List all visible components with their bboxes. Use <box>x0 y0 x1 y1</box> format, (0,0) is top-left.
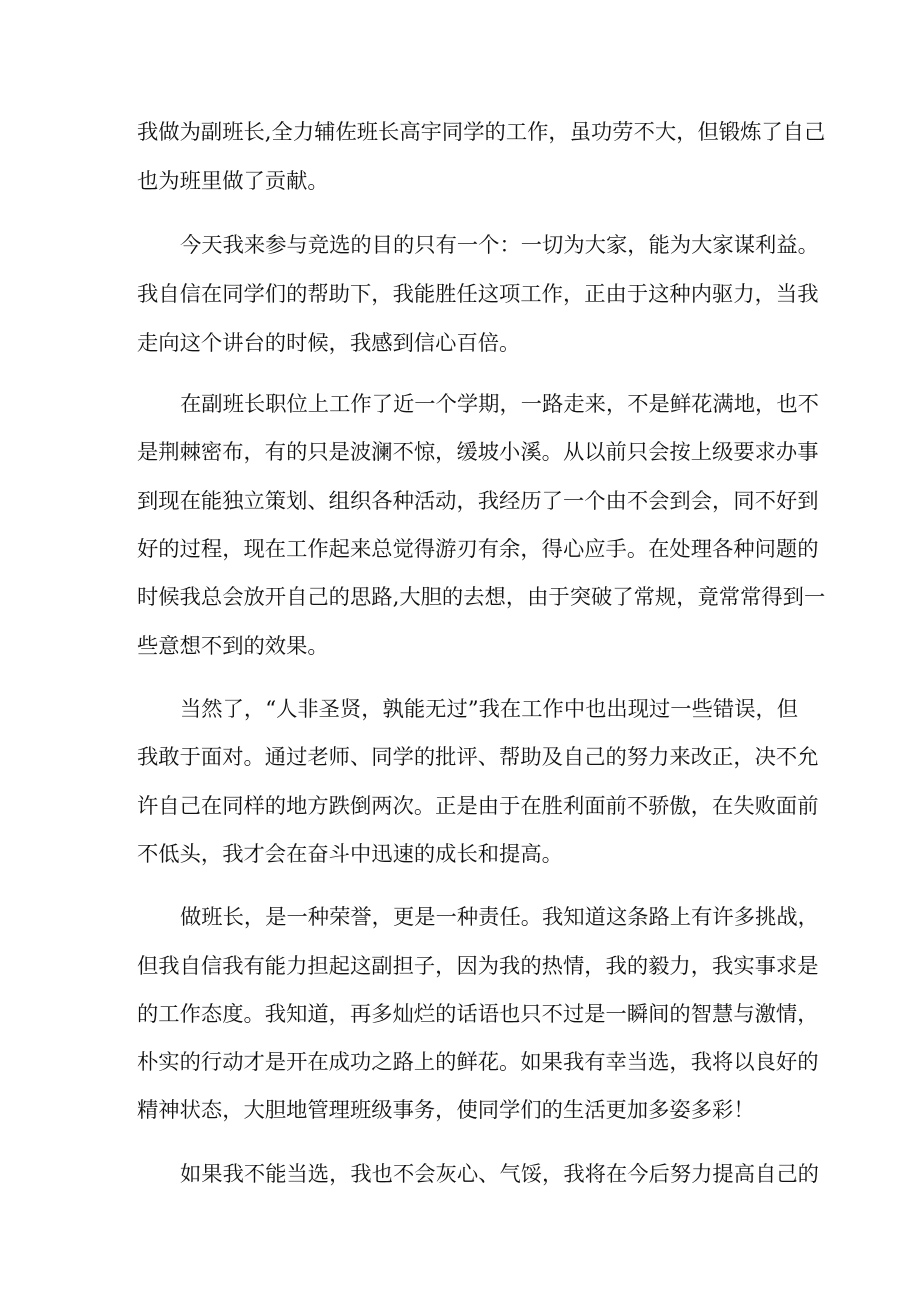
paragraph-line: 的工作态度。我知道，再多灿烂的话语也只不过是一瞬间的智慧与激情， <box>137 1002 819 1027</box>
paragraph-line: 今天我来参与竞选的目的只有一个：一切为大家，能为大家谋利益。 <box>180 233 819 258</box>
paragraph-line: 我做为副班长,全力辅佐班长高宇同学的工作，虽功劳不大，但锻炼了自己 <box>137 120 826 145</box>
paragraph-line: 如果我不能当选，我也不会灰心、气馁，我将在今后努力提高自己的 <box>180 1162 819 1187</box>
paragraph-line: 是荆棘密布，有的只是波澜不惊，缓坡小溪。从以前只会按上级要求办事 <box>137 440 819 465</box>
paragraph-line: 但我自信我有能力担起这副担子，因为我的热情，我的毅力，我实事求是 <box>137 954 819 979</box>
paragraph-line: 精神状态，大胆地管理班级事务，使同学们的生活更加多姿多彩！ <box>137 1098 755 1123</box>
paragraph-line: 在副班长职位上工作了近一个学期，一路走来，不是鲜花满地，也不 <box>180 392 819 417</box>
paragraph-line: 我敢于面对。通过老师、同学的批评、帮助及自己的努力来改正，决不允 <box>137 745 819 770</box>
paragraph-line: 许自己在同样的地方跌倒两次。正是由于在胜利面前不骄傲，在失败面前 <box>137 794 819 819</box>
paragraph-line: 些意想不到的效果。 <box>137 634 329 659</box>
paragraph-line: 也为班里做了贡献。 <box>137 169 329 194</box>
paragraph-line: 不低头，我才会在奋斗中迅速的成长和提高。 <box>137 842 563 867</box>
paragraph-line: 走向这个讲台的时候，我感到信心百倍。 <box>137 331 521 356</box>
paragraph-line: 我自信在同学们的帮助下，我能胜任这项工作，正由于这种内驱力，当我 <box>137 282 819 307</box>
paragraph-line: 时候我总会放开自己的思路,大胆的去想，由于突破了常规，竟常常得到一 <box>137 585 826 610</box>
paragraph-line: 好的过程，现在工作起来总觉得游刃有余，得心应手。在处理各种问题的 <box>137 537 819 562</box>
paragraph-line: 做班长，是一种荣誉，更是一种责任。我知道这条路上有许多挑战， <box>180 905 819 930</box>
paragraph-line: 到现在能独立策划、组织各种活动，我经历了一个由不会到会，同不好到 <box>137 489 819 514</box>
paragraph-line: 朴实的行动才是开在成功之路上的鲜花。如果我有幸当选，我将以良好的 <box>137 1050 819 1075</box>
paragraph-line: 当然了，“人非圣贤，孰能无过”我在工作中也出现过一些错误，但 <box>180 697 799 722</box>
